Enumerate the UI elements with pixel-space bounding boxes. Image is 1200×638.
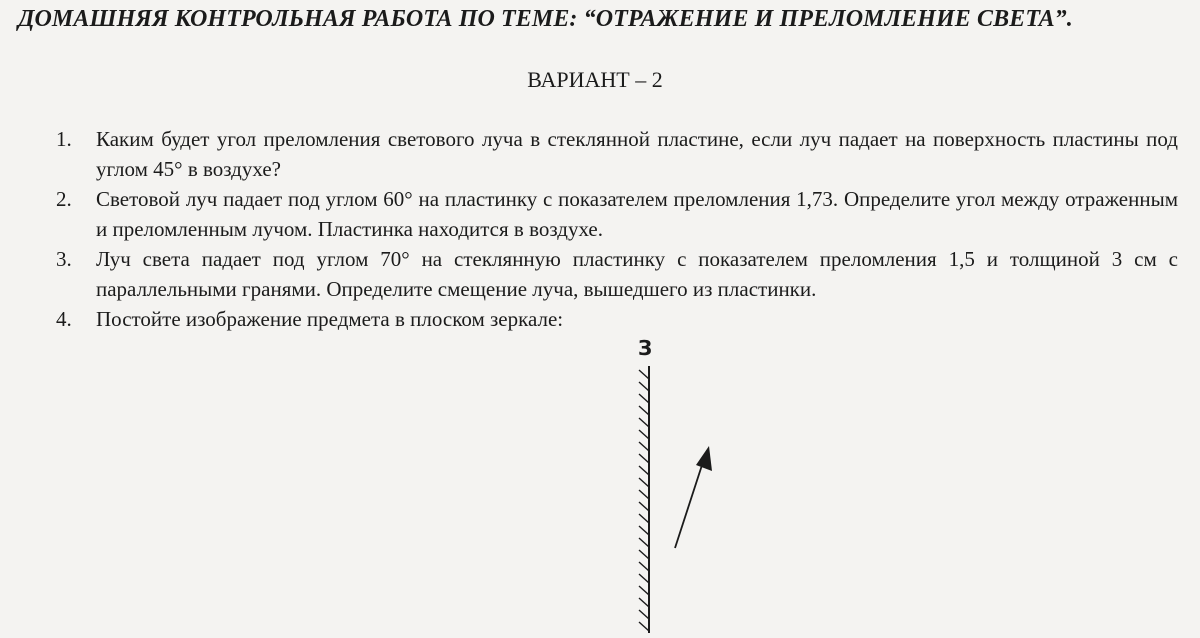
task-number: 2. [56,187,72,211]
task-text: Световой луч падает под углом 60° на пластинку с показателем преломления 1,73. Определите угол между отраженным и преломленным лучом. Пластинка находится в воздухе. [96,187,1178,241]
task-list [56,124,1178,334]
task-text: Каким будет угол преломления светового луча в стеклянной пластине, если луч падает на поверхность пластины под углом 45° в воздухе? [96,127,1178,181]
task-item-2 [56,184,1178,244]
mirror-figure [560,330,780,633]
task-item-3 [56,244,1178,304]
plane-mirror-icon [639,366,649,633]
task-number: 4. [56,307,72,331]
mirror-diagram [560,330,780,633]
mirror-label: З [638,336,653,360]
task-item-1 [56,124,1178,184]
task-text: Постойте изображение предмета в плоском зеркале: [96,307,564,331]
task-number: 3. [56,247,72,271]
arrow-object-icon [675,446,712,548]
document-title: ДОМАШНЯЯ КОНТРОЛЬНАЯ РАБОТА ПО ТЕМЕ: “ОТРАЖЕНИЕ И ПРЕЛОМЛЕНИЕ СВЕТА”. [18,6,1073,32]
task-number: 1. [56,127,72,151]
variant-heading: ВАРИАНТ – 2 [527,67,663,92]
task-text: Луч света падает под углом 70° на стеклянную пластинку с показателем преломления 1,5 и толщиной 3 см с параллельными гранями. Определите смещение луча, вышедшего из пластинки. [96,247,1178,301]
